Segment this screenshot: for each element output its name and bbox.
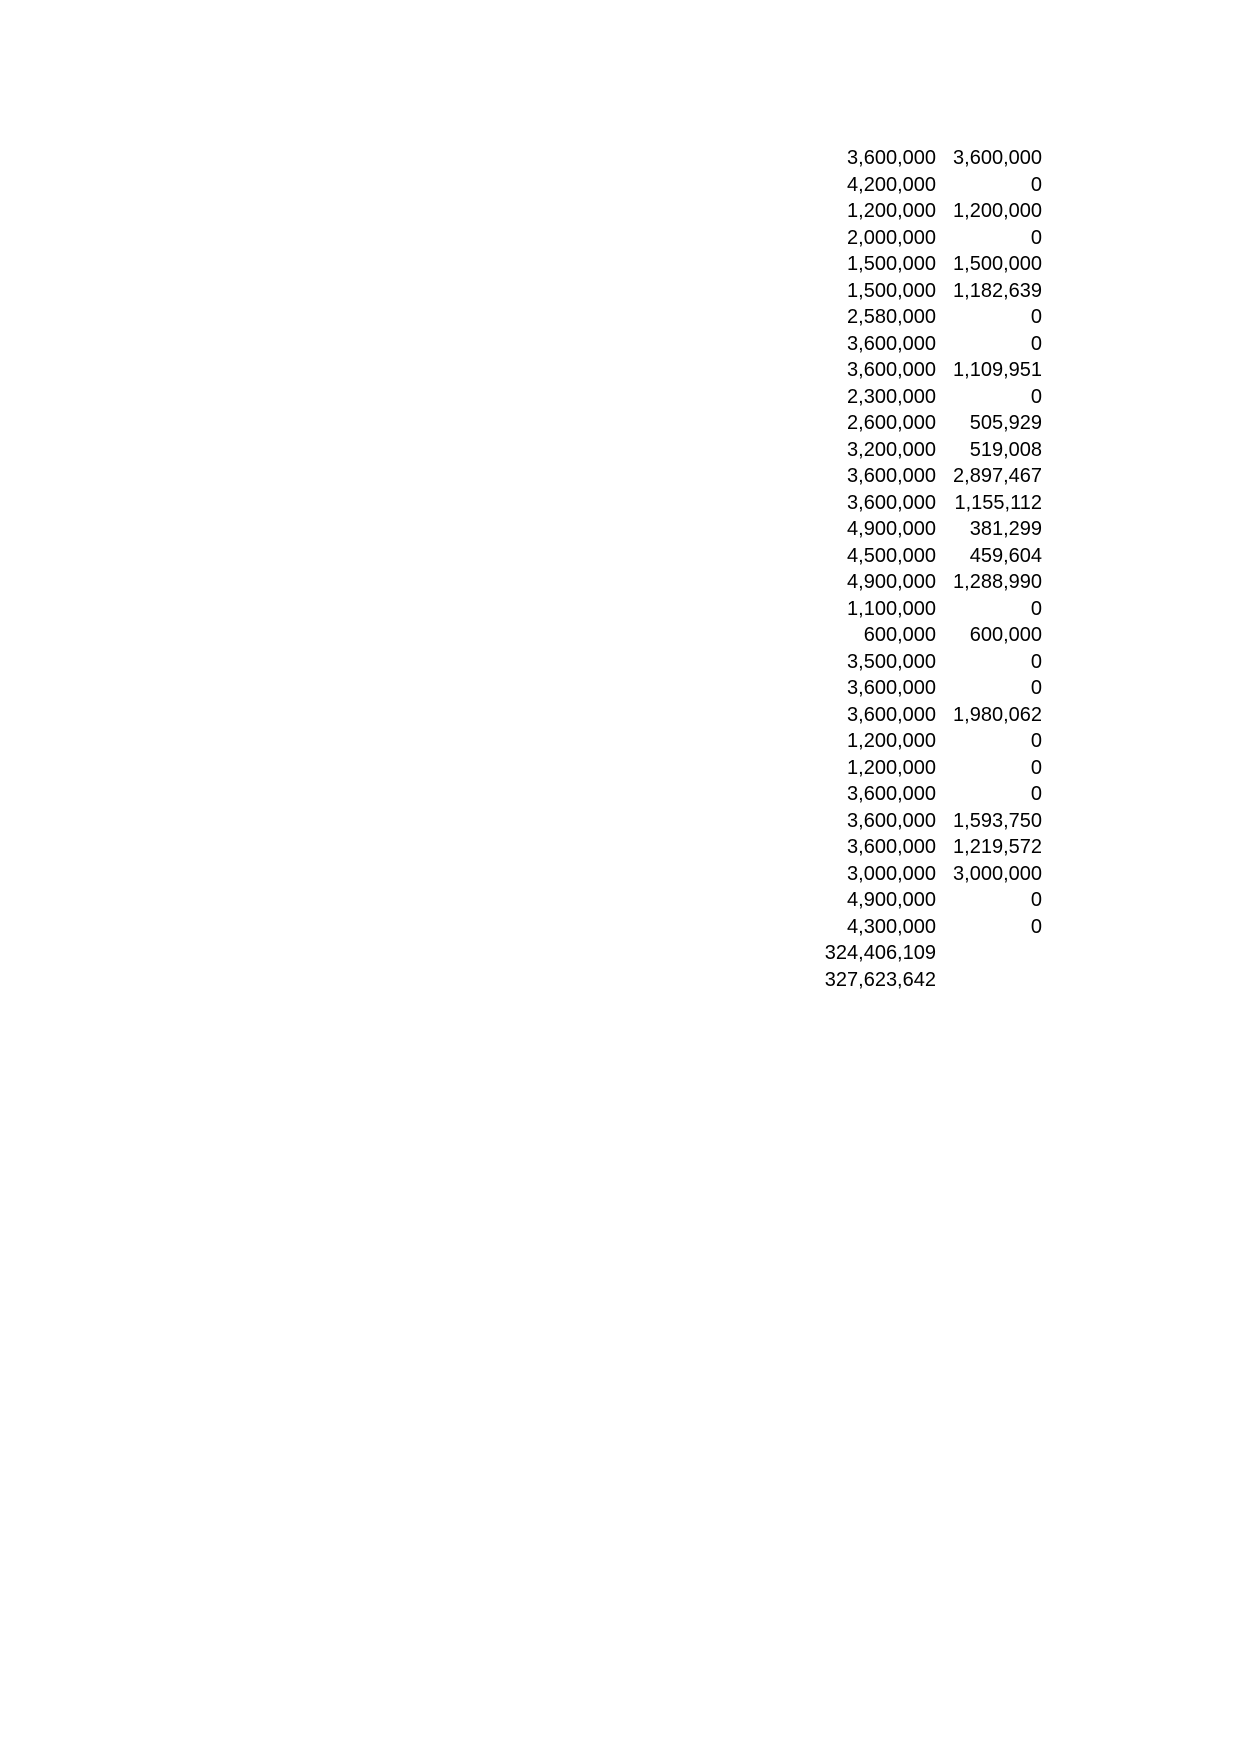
table-row bbox=[800, 172, 1045, 199]
table-row bbox=[800, 251, 1045, 278]
paid-amount-cell: 1,288,990 bbox=[953, 571, 1042, 593]
amount-cell: 600,000 bbox=[863, 624, 936, 646]
paid-amount-cell: 0 bbox=[1030, 173, 1042, 196]
amount-cell: 3,600,000 bbox=[847, 332, 936, 355]
amount-cell: 3,600,000 bbox=[847, 465, 936, 487]
spreadsheet-column-block bbox=[800, 145, 1045, 993]
paid-amount-cell: 2,897,467 bbox=[953, 465, 1042, 487]
amount-cell: 4,900,000 bbox=[847, 571, 936, 593]
paid-amount-cell: 1,155,112 bbox=[954, 491, 1042, 514]
amount-cell: 327,623,642 bbox=[824, 968, 936, 991]
paid-amount-cell: 0 bbox=[1030, 730, 1042, 752]
amount-cell: 3,600,000 bbox=[847, 677, 936, 699]
table-row bbox=[800, 649, 1045, 676]
amount-cell: 2,600,000 bbox=[847, 412, 936, 434]
paid-amount-cell: 3,600,000 bbox=[953, 147, 1042, 169]
amount-cell: 324,406,109 bbox=[824, 942, 936, 964]
table-row bbox=[800, 781, 1045, 808]
amount-cell: 3,600,000 bbox=[847, 147, 936, 169]
amount-cell: 1,500,000 bbox=[847, 253, 936, 275]
table-row bbox=[800, 596, 1045, 623]
amount-cell: 2,580,000 bbox=[847, 306, 936, 328]
paid-amount-cell: 505,929 bbox=[969, 412, 1042, 434]
table-row bbox=[800, 569, 1045, 596]
table-row bbox=[800, 702, 1045, 729]
table-row bbox=[800, 490, 1045, 517]
paid-amount-cell: 1,200,000 bbox=[953, 200, 1042, 222]
amount-cell: 4,900,000 bbox=[847, 518, 936, 540]
amount-cell: 3,600,000 bbox=[847, 491, 936, 514]
table-row bbox=[800, 887, 1045, 914]
paid-amount-cell: 0 bbox=[1030, 306, 1042, 328]
table-row bbox=[800, 675, 1045, 702]
table-row bbox=[800, 543, 1045, 570]
paid-amount-cell: 3,000,000 bbox=[953, 862, 1042, 885]
paid-amount-cell: 0 bbox=[1030, 226, 1042, 249]
table-row bbox=[800, 278, 1045, 305]
amount-cell: 3,500,000 bbox=[847, 650, 936, 673]
paid-amount-cell: 0 bbox=[1030, 677, 1042, 699]
paid-amount-cell: 519,008 bbox=[969, 438, 1042, 461]
amount-cell: 3,600,000 bbox=[847, 836, 936, 858]
paid-amount-cell: 0 bbox=[1030, 783, 1042, 805]
amount-cell: 2,000,000 bbox=[847, 226, 936, 249]
table-row bbox=[800, 463, 1045, 490]
table-row bbox=[800, 622, 1045, 649]
paid-amount-cell: 1,109,951 bbox=[953, 359, 1042, 381]
table-row bbox=[800, 914, 1045, 941]
amount-cell: 3,600,000 bbox=[847, 783, 936, 805]
amount-cell: 1,200,000 bbox=[847, 200, 936, 222]
paid-amount-cell: 600,000 bbox=[969, 624, 1042, 646]
table-row bbox=[800, 145, 1045, 172]
amount-cell: 4,300,000 bbox=[847, 915, 936, 938]
paid-amount-cell: 0 bbox=[1030, 332, 1042, 355]
table-row bbox=[800, 304, 1045, 331]
paid-amount-cell: 1,182,639 bbox=[953, 279, 1042, 302]
paid-amount-cell: 0 bbox=[1030, 915, 1042, 938]
table-row bbox=[800, 861, 1045, 888]
table-row bbox=[800, 755, 1045, 782]
paid-amount-cell: 0 bbox=[1030, 650, 1042, 673]
amount-cell: 4,200,000 bbox=[847, 173, 936, 196]
amount-cell: 3,600,000 bbox=[847, 703, 936, 726]
paid-amount-cell: 1,593,750 bbox=[953, 809, 1042, 832]
paid-amount-cell: 1,500,000 bbox=[953, 253, 1042, 275]
amount-cell: 4,900,000 bbox=[847, 889, 936, 911]
paid-amount-cell: 1,980,062 bbox=[953, 703, 1042, 726]
table-row bbox=[800, 384, 1045, 411]
table-row bbox=[800, 357, 1045, 384]
table-row bbox=[800, 967, 1045, 994]
amount-cell: 3,600,000 bbox=[847, 809, 936, 832]
paid-amount-cell: 1,219,572 bbox=[953, 836, 1042, 858]
table-row bbox=[800, 808, 1045, 835]
paid-amount-cell: 0 bbox=[1030, 756, 1042, 779]
paid-amount-cell: 0 bbox=[1030, 597, 1042, 620]
paid-amount-cell: 0 bbox=[1030, 385, 1042, 408]
amount-cell: 1,200,000 bbox=[847, 730, 936, 752]
amount-cell: 3,600,000 bbox=[847, 359, 936, 381]
paid-amount-cell: 0 bbox=[1030, 889, 1042, 911]
table-row bbox=[800, 225, 1045, 252]
amount-cell: 3,200,000 bbox=[847, 438, 936, 461]
amount-cell: 4,500,000 bbox=[847, 544, 936, 567]
table-row bbox=[800, 410, 1045, 437]
table-row bbox=[800, 516, 1045, 543]
table-row bbox=[800, 331, 1045, 358]
table-row bbox=[800, 728, 1045, 755]
table-row bbox=[800, 834, 1045, 861]
amount-cell: 1,100,000 bbox=[847, 597, 936, 620]
amount-cell: 3,000,000 bbox=[847, 862, 936, 885]
paid-amount-cell: 381,299 bbox=[969, 518, 1042, 540]
paid-amount-cell: 459,604 bbox=[969, 544, 1042, 567]
amount-cell: 1,500,000 bbox=[847, 279, 936, 302]
table-row bbox=[800, 198, 1045, 225]
table-row bbox=[800, 940, 1045, 967]
table-row bbox=[800, 437, 1045, 464]
amount-cell: 2,300,000 bbox=[847, 385, 936, 408]
amount-cell: 1,200,000 bbox=[847, 756, 936, 779]
